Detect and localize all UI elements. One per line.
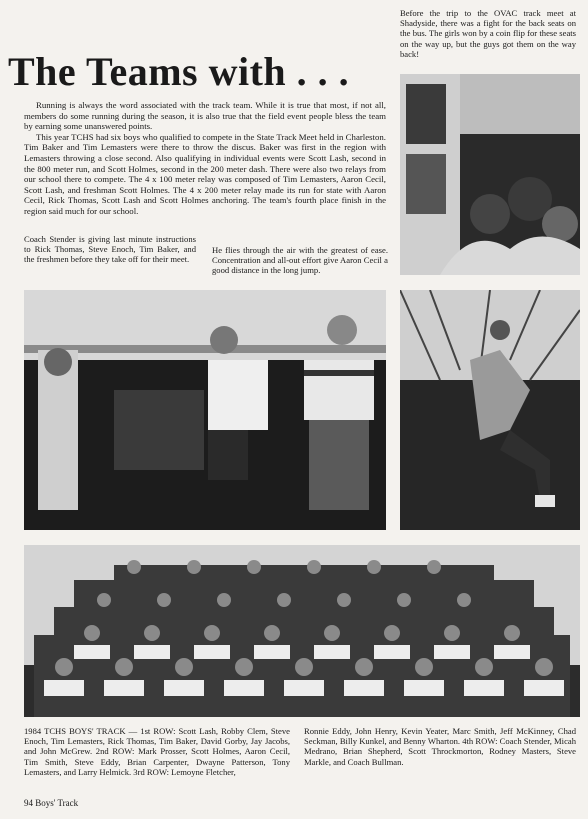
bus-photo: [400, 74, 580, 275]
team-group-photo: [24, 545, 580, 717]
intro-text: [24, 100, 386, 217]
intro-paragraph: This year TCHS had six boys who qualified to compete in the State Track Meet held in Charleston. Tim Baker and Tim Lemasters were there to throw the discus. Baker was first in the region with Lemasters throwing a close second. Also qualifying in individual events were Scott Lash, second in the 800 meter run, and Scott Holmes, second in the 200 meter dash. There were also two relays from our school there to compete. The 4 x 100 meter relay was composed of Tim Lemasters, Aaron Cecil, Scott Lash, and freshman Scott Holmes. The 4 x 200 meter relay made its run for state with Aaron Cecil, Rick Thomas, Scott Lash and Scott Holmes anchoring. The team's fourth place finish in the region said much for our school.: [24, 131, 386, 216]
page-title: The Teams with . . .: [8, 49, 350, 94]
coach-instructions-photo: [24, 290, 386, 530]
long-jump-caption: He flies through the air with the greatest of ease. Concentration and all-out effort give Aaron Cecil a good distance in the long jump.: [212, 245, 388, 276]
page-folio: 94 Boys' Track: [24, 798, 79, 808]
long-jump-photo: [400, 290, 580, 530]
coach-photo-caption: Coach Stender is giving last minute instructions to Rick Thomas, Steve Enoch, Tim Baker, and the freshmen before they take off for their meet.: [24, 234, 196, 265]
team-caption-right: Ronnie Eddy, John Henry, Kevin Yeater, Marc Smith, Jeff McKinney, Chad Seckman, Billy Kunkel, and Benny Wharton. 4th ROW: Coach Stender, Micah Medrano, Brian Shepherd, Scott Throckmorton, Rodney Masters, Steve Markle, and Coach Bullman.: [304, 726, 576, 767]
team-caption-left: 1984 TCHS BOYS' TRACK — 1st ROW: Scott Lash, Robby Clem, Steve Enoch, Tim Lemasters, Rick Thomas, Tim Baker, David Gorby, Jay Jacobs, and John McGrew. 2nd ROW: Mark Prosser, Scott Holmes, Aaron Cecil, Tim Smith, Steve Eddy, Brian Carpenter, Dwayne Patterson, Tony Lemasters, and Larry Helmick. 3rd ROW: Lemoyne Fletcher,: [24, 726, 290, 777]
intro-paragraph: Running is always the word associated with the track team. While it is true that most, if not all, members do some running during the season, it is also true that the field event people bless the team by earning some unanswered points.: [24, 100, 386, 132]
bus-photo-caption: Before the trip to the OVAC track meet at Shadyside, there was a fight for the back seats on the bus. The girls won by a coin flip for these seats on the way up, but the guys got them on the way back!: [400, 8, 576, 59]
